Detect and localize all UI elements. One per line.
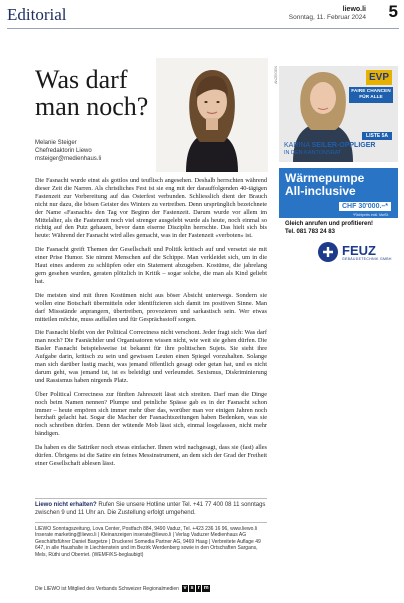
article-paragraph: Über Political Correctness zur fünften Jahreszeit lässt sich streiten. Darf man die Dinge noch beim Namen nennen? Plumpe und peinliche Spässe gab es in der Fasnacht schon immer – heute empören sich immer mehr über das, worüber man vor einigen Jahren noch herzhaft gelacht hat. Sogar die Macher der Fasnachtszeitungen haben Bedenken, was sie noch schreiben dürfen. Denn der wütende Mob lässt sich, einmal losgelassen, nicht mehr bändigen.: [35, 390, 267, 438]
vsrm-letter: r: [197, 585, 200, 591]
headline-line-1: Was darf: [35, 65, 128, 94]
heatpump-ad[interactable]: [279, 168, 398, 270]
heatpump-price-note: *Richtpreis exkl. MwSt.: [353, 213, 389, 217]
vsrm-logo: [182, 585, 210, 592]
colophon: [35, 522, 267, 558]
candidate-last-name: SEILER-OPPLIGER: [311, 142, 376, 149]
headline-line-2: man noch?: [35, 92, 149, 121]
issue-date: Sonntag, 11. Februar 2024: [288, 14, 366, 21]
header-meta: [289, 6, 366, 21]
header-divider: [7, 28, 399, 29]
evp-ad[interactable]: [279, 66, 398, 162]
section-title: Editorial: [7, 5, 67, 24]
feuz-logo-icon: [317, 241, 339, 263]
page-header: [0, 0, 404, 30]
membership-note: [35, 585, 210, 592]
heatpump-call-to-action: [285, 221, 373, 236]
article-paragraph: Da haben es die Satiriker noch etwas einfacher. Ihnen wird nachgesagt, dass sie (fast) alles dürfen. Übrigens ist die Satire ein feines Messinstrument, an dem sich der Grad der Freiheit einer Gesellschaft ablesen lässt.: [35, 444, 267, 467]
delivery-heading: Liewo nicht erhalten?: [35, 502, 97, 508]
evp-slogan: FAIRE CHANCEN FÜR ALLE: [349, 87, 393, 103]
heatpump-phone[interactable]: Tel. 081 783 24 83: [285, 228, 335, 235]
author-name: Melanie Steiger: [35, 140, 77, 146]
author-info: [35, 139, 101, 163]
colophon-contacts: Inserate marketing@liewo.li | Kleinanzeigen inserate@liewo.li | Verlag Vaduzer Medienhaus AG: [35, 532, 247, 539]
feuz-company-name: FEUZ: [342, 242, 376, 258]
article-paragraph: Die Fasnacht greift Themen der Gesellschaft und Politik kritisch auf und versetzt sie mit einer Prise Humor. Sie nimmt Menschen auf die Schippe. Man verkleidet sich, um in die Haut eines anderen zu schlüpfen oder ein Statement abzugeben. Kostüme, die jahrelang gern gesehen wurden, geraten plötzlich in Kritik – sogar solche, die man als Kind geliebt hat.: [35, 246, 267, 285]
author-photo: [156, 58, 268, 172]
ad-label: ANZEIGEN: [274, 66, 278, 84]
article-paragraph: Die Fasnacht wurde einst als gottlos und teuflisch angesehen. Deshalb herrschten während dieser Zeit die Narren. Als christliches Fest ist sie eng mit der darauffolgenden 40-tägigen Fastenzeit zur Vorbereitung auf das Osterfest verbunden. Schliesslich dient der Brauch nicht nur dazu, die bösen Geister des Winters zu vertreiben. Denn ursprünglich bezeichnete der Name «Fasnacht» den Tag vor Beginn der Fastenzeit. Darum wurde vor allem im Mittelalter, als die Fastenzeit noch viel strenger ausgelebt wurde als heute, noch einmal so richtig auf den Putz gehauen, bevor dann eiserne Disziplin herrschte. Das hielt sich bis heute: Während der Fasnacht wird alles gemacht, was in der Fastenzeit «verboten» ist.: [35, 177, 267, 240]
heatpump-contact-panel: [279, 218, 398, 270]
delivery-text: Rufen Sie unsere Hotline unter Tel. +41 77 400 08 11 sonntags zwischen 9 und 11 Uhr an. Die Zustellung erfolgt umgehend.: [35, 502, 266, 516]
evp-logo: EVP: [366, 70, 392, 85]
candidate-subtitle: IN DEN KANTONSRAT: [284, 150, 342, 156]
author-role: Chefredaktorin Liewo: [35, 148, 92, 154]
delivery-info: [35, 498, 267, 517]
vsrm-letter: m: [203, 585, 209, 591]
candidate-name: [284, 142, 375, 150]
candidate-first-name: KARINA: [284, 142, 310, 149]
heatpump-title-line-1: Wärmepumpe: [285, 171, 365, 185]
article-paragraph: Die meisten sind mit ihren Kostümen nicht aus böser Absicht unterwegs. Sondern sie wollen eine Botschaft übermitteln oder identifizieren sich damit im positiven Sinne. Man darf Missstände anprangern, übertreiben, provozieren und sarkastisch sein. Wer etwas mitteilen möchte, muss auffallen und für Gesprächsstoff sorgen.: [35, 291, 267, 323]
heatpump-title-line-2: All-inclusive: [285, 184, 356, 198]
author-portrait-image: [156, 58, 268, 172]
vsrm-letter: s: [190, 585, 194, 591]
colophon-publisher: Geschäftsführer Daniel Bargetze | Druckerei Somedia Partner AG, 9469 Haag | Verbreitete Auflage 49 647, in alle Haushalte in Liechtenstein und im Bezirk Werdenberg sowie in den Ortschaften Sargans, Mels, Rüthi und Oberriet. (WEMF/KS-beglaubigt): [35, 538, 261, 558]
brand-name: liewo.li: [342, 6, 366, 13]
feuz-logo: [317, 241, 392, 263]
article-headline: [35, 66, 148, 120]
colophon-address: LIEWO Sonntagszeitung, Lova Center, Postfach 884, 9490 Vaduz, Tel. +423 236 16 96, www.liewo.li: [35, 526, 258, 532]
heatpump-title: [285, 172, 364, 198]
membership-text: Die LIEWO ist Mitglied des Verbands Schweizer Regionalmedien: [35, 585, 179, 592]
author-email[interactable]: msteiger@medienhaus.li: [35, 156, 102, 162]
page-number: 5: [388, 2, 398, 21]
vsrm-letter: v: [183, 585, 187, 591]
heatpump-cta-text: Gleich anrufen und profitieren!: [285, 221, 374, 227]
article-body: [35, 177, 267, 474]
article-paragraph: Die Fasnacht bleibt von der Political Correctness nicht verschont. Jeder fragt sich: Was darf man noch? Die Fasnächtler und Organisatoren wissen nicht, wie weit sie gehen dürfen. Die Basler Fasnacht beispielsweise ist bekannt für ihre politischen Sujets. Sie sieht ihre Aufgabe darin, kritisch zu sein und gewissen Leuten einen Spiegel vorzuhalten. Solange man sich darüber lustig macht, was jemand öffentlich gesagt oder getan hat, und es nicht darum geht, was jemand ist, ist es beleidigt und verleumdet. Sexismus, Diskriminierung und Rassismus haben nirgends Platz.: [35, 329, 267, 384]
list-badge: LISTE 5A: [362, 132, 392, 140]
feuz-company-sub: GEBÄUDETECHNIK GMBH: [342, 256, 392, 261]
heatpump-price: CHF 30'000.–*: [339, 202, 391, 211]
